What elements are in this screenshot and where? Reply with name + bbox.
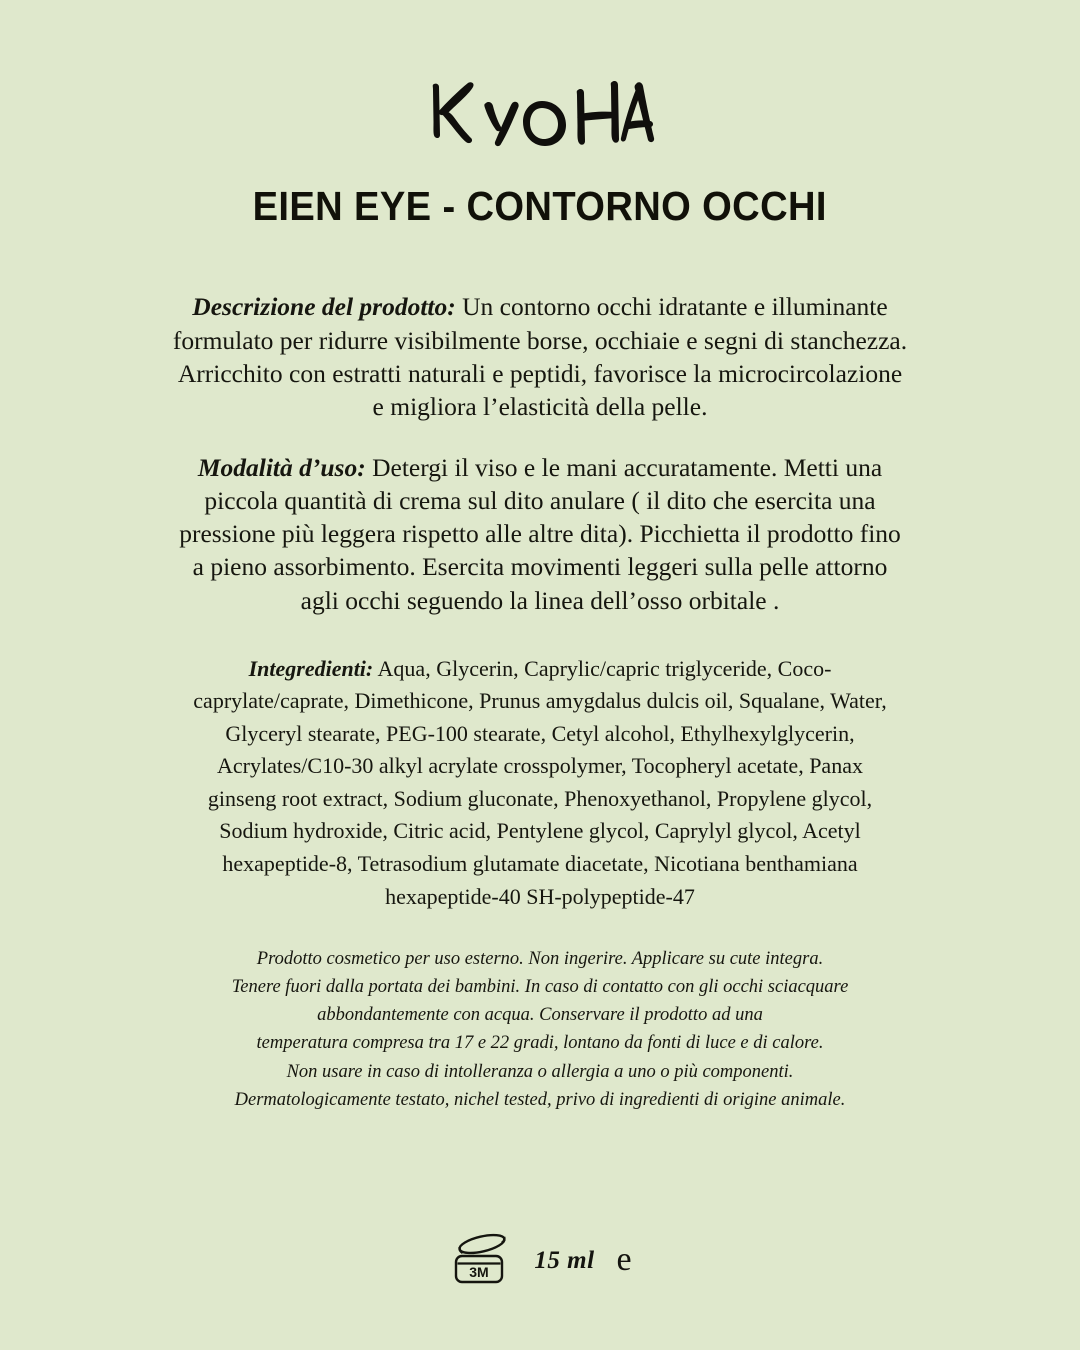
description-text: Un contorno occhi idratante e illuminante formulato per ridurre visibilmente borse, occhiaie e segni di stanchezza. Arricchito con estratti naturali e peptidi, favorisce la microcircolazione e migliora l’elasticità della pelle.	[172, 292, 908, 421]
ingredients-text: Aqua, Glycerin, Caprylic/capric triglyceride, Coco-caprylate/caprate, Dimethicone, Prunus amygdalus dulcis oil, Squalane, Water, Glyceryl stearate, PEG-100 stearate, Cetyl alcohol, Ethylhexylglycerin, Acrylates/C10-30 alkyl acrylate crosspolymer, Tocopheryl acetate, Panax ginseng root extract, Sodium gluconate, Phenoxyethanol, Propylene glycol, Sodium hydroxide, Citric acid, Pentylene glycol, Caprylyl glycol, Acetyl hexapeptide-8, Tetrasodium glutamate diacetate, Nicotiana benthamiana hexapeptide-40 SH-polypeptide-47	[193, 655, 887, 909]
description-section	[172, 290, 908, 423]
usage-label: Modalità d’uso:	[197, 453, 366, 483]
warnings-section	[190, 945, 890, 1114]
usage-text: Detergi il viso e le mani accuratamente. Metti una piccola quantità di crema sul dito anulare ( il dito che esercita una pressione più leggera rispetto alle altre dita). Picchietta il prodotto fino a pieno assorbimento. Esercita movimenti leggeri sulla pelle attorno agli occhi seguendo la linea dell’osso orbitale .	[179, 453, 901, 615]
period-after-opening-jar-icon	[448, 1232, 512, 1290]
description-label: Descrizione del prodotto:	[192, 292, 456, 322]
kyoha-wordmark-icon	[420, 72, 660, 150]
footer-symbols	[0, 1232, 1080, 1290]
warning-line: Prodotto cosmetico per uso esterno. Non ingerire. Applicare su cute integra.	[256, 949, 824, 970]
estimated-sign-symbol: e	[616, 1240, 632, 1278]
ingredients-section	[182, 653, 898, 913]
ingredients-label: Integredienti:	[248, 655, 374, 681]
brand-logo	[420, 72, 660, 150]
warning-line: Dermatologicamente testato, nichel tested, privo di ingredienti di origine animale.	[234, 1089, 846, 1110]
page-title: EIEN EYE - CONTORNO OCCHI	[252, 183, 828, 229]
usage-section	[172, 451, 908, 617]
warning-line: Non usare in caso di intolleranza o allergia a uno o più componenti.	[286, 1061, 794, 1082]
warning-line: Tenere fuori dalla portata dei bambini. In caso di contatto con gli occhi sciacquare	[231, 977, 849, 998]
warning-line: temperatura compresa tra 17 e 22 gradi, lontano da fonti di luce e di calore.	[256, 1033, 824, 1054]
pao-duration-text: 3M	[469, 1264, 490, 1280]
net-volume-text: 15 ml	[534, 1247, 595, 1274]
warning-line: abbondantemente con acqua. Conservare il prodotto ad una	[317, 1005, 763, 1026]
